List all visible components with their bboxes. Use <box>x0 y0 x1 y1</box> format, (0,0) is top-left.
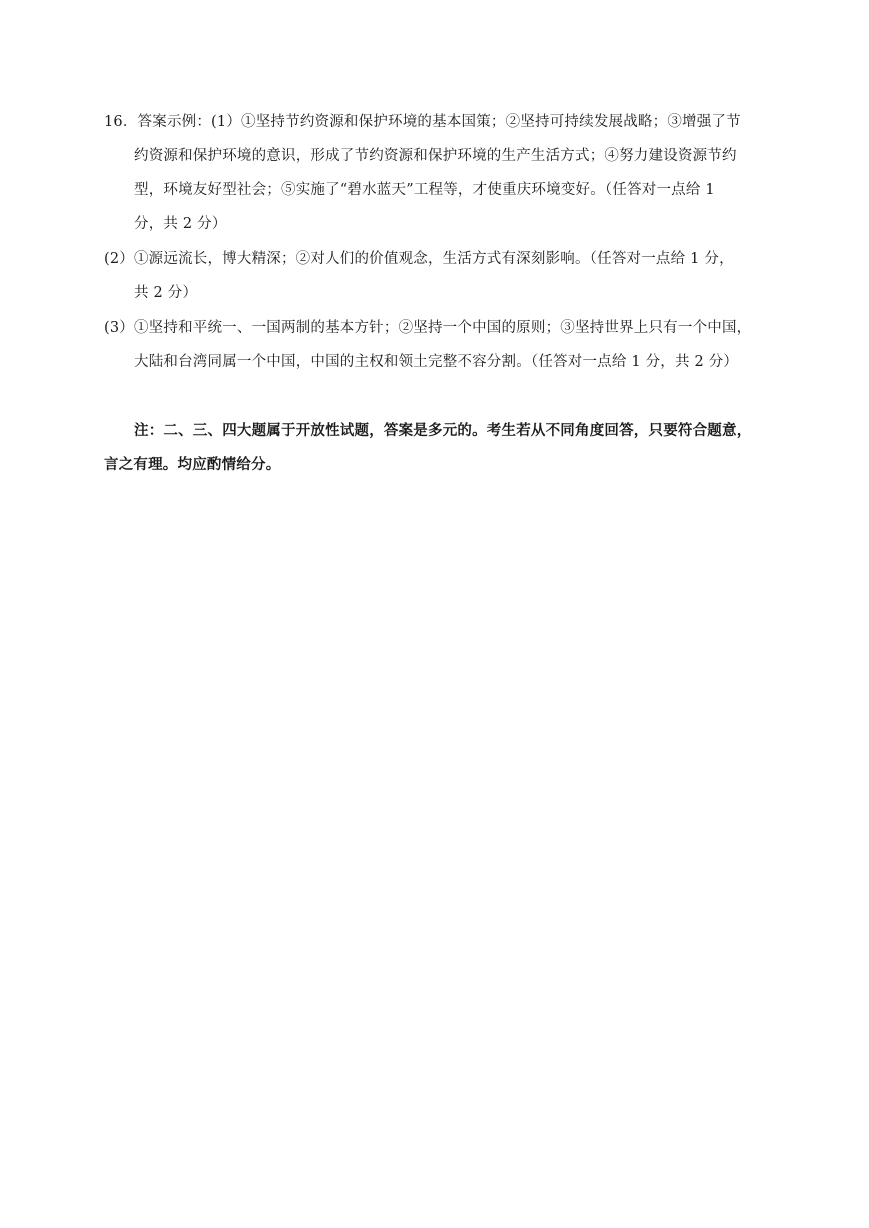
q16-part3-line-2: 大陆和台湾同属一个中国，中国的主权和领土完整不容分割。（任答对一点给 1 分，共 2 分） <box>134 354 739 370</box>
q16-part1-line-4: 分，共 2 分） <box>134 216 227 232</box>
q16-part1-line-1: 16．答案示例：(1）①坚持节约资源和保护环境的基本国策；②坚持可持续发展战略；③增强了节 <box>104 114 741 130</box>
note-line-1: 注：二、三、四大题属于开放性试题，答案是多元的。考生若从不同角度回答，只要符合题意， <box>134 422 752 439</box>
q16-part3-line-1: (3）①坚持和平统一、一国两制的基本方针；②坚持一个中国的原则；③坚持世界上只有一个中国， <box>104 320 752 336</box>
note-line-2: 言之有理。均应酌情给分。 <box>104 456 281 473</box>
q16-part1-line-2: 约资源和保护环境的意识，形成了节约资源和保护环境的生产生活方式；④努力建设资源节约 <box>134 148 737 164</box>
q16-part2-line-2: 共 2 分） <box>134 285 198 301</box>
q16-part2-line-1: (2）①源远流长，博大精深；②对人们的价值观念，生活方式有深刻影响。（任答对一点给 1 分， <box>104 251 734 267</box>
q16-part1-line-3: 型，环境友好型社会；⑤实施了“碧水蓝天”工程等，才使重庆环境变好。（任答对一点给 1 <box>134 182 715 198</box>
